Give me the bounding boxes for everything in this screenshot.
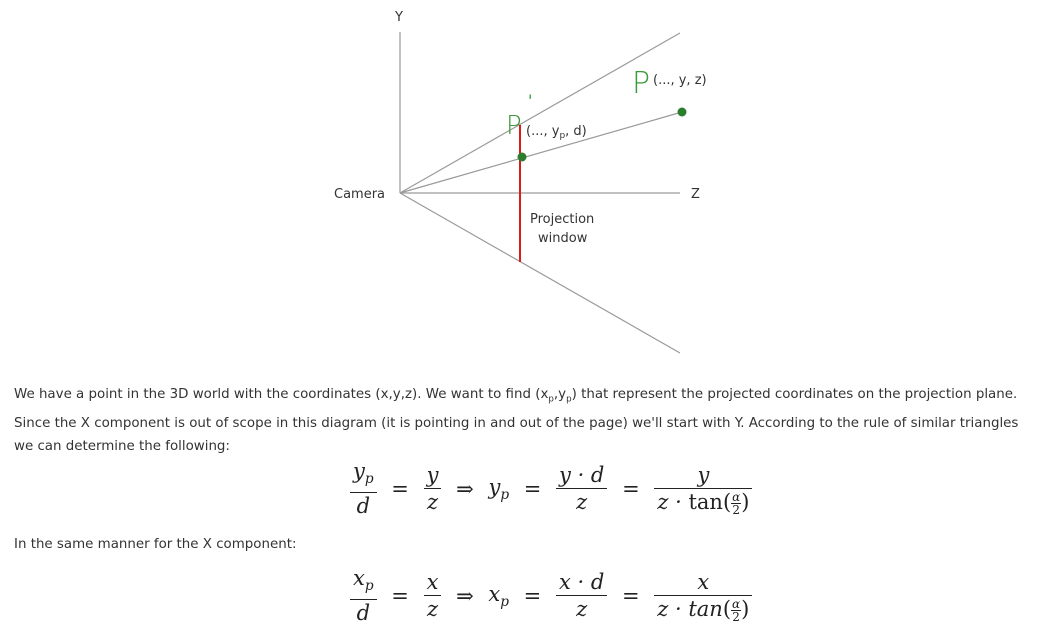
eq-y-frac2: $\frac{y}{z}$ [424,462,442,515]
y-axis-label: Y [395,10,403,25]
eq-y-equals2: = [523,476,542,501]
eq-x-equals1: = [391,583,409,608]
intro-text-part2: ,y [553,387,567,402]
eq-x-equals2: = [523,583,542,608]
eq-y-implies: ⇒ [456,476,474,501]
x-component-text: In the same manner for the X component: [14,537,297,552]
z-axis-label: Z [691,187,700,202]
point-p [678,108,687,117]
point-pp-prime: ' [528,91,533,110]
eq-x-lhs: $x_p$ [488,581,509,610]
eq-y-frac4: y z · tan( $\frac{\alpha}{2}$ ) [654,462,752,516]
frustum-upper-edge [400,33,680,193]
eq-y-equals1: = [391,476,409,501]
eq-x-equals3: = [621,583,640,608]
projection-window-label-line2: window [538,231,588,246]
point-p-projected [518,153,527,162]
projection-window-label-line1: Projection [530,212,595,227]
equation-y [350,458,752,519]
intro-sub-xp: p [548,394,554,405]
point-p-letter: P [632,66,651,101]
eq-x-frac3: $\frac{x \cdot d}{z}$ [556,569,607,622]
point-p-coords: (..., y, z) [653,73,707,88]
equation-x [350,565,752,626]
eq-y-frac1: $\frac{y_p}{d}$ [350,458,377,519]
intro-text-part1: We have a point in the 3D world with the coordinates (x,y,z). We want to find (x [14,387,549,402]
intro-text-part3: ) that represent the projected coordinates on the projection plane. Since the X component is out of scope in this diagram (it is pointing in and out of the page) we'll start with Y. According to the rule of similar triangles we can determine the following: [14,387,1019,454]
point-pp-letter: P [506,111,522,141]
eq-x-frac4: x z · tan( $\frac{\alpha}{2}$ ) [654,569,752,623]
eq-x-implies: ⇒ [456,583,474,608]
camera-label: Camera [334,187,386,202]
intro-sub-yp: p [566,394,572,405]
eq-x-frac2: $\frac{x}{z}$ [424,569,442,622]
eq-y-equals3: = [622,476,640,501]
eq-x-frac1: $\frac{x_p}{d}$ [350,565,377,626]
eq-y-frac3: $\frac{y \cdot d}{z}$ [556,462,607,515]
x-component-paragraph [14,533,1038,556]
eq-y-lhs: $y_p$ [488,474,510,503]
intro-paragraph [14,383,1038,458]
point-pp-coords: (..., $y_p$, d) [526,124,587,141]
